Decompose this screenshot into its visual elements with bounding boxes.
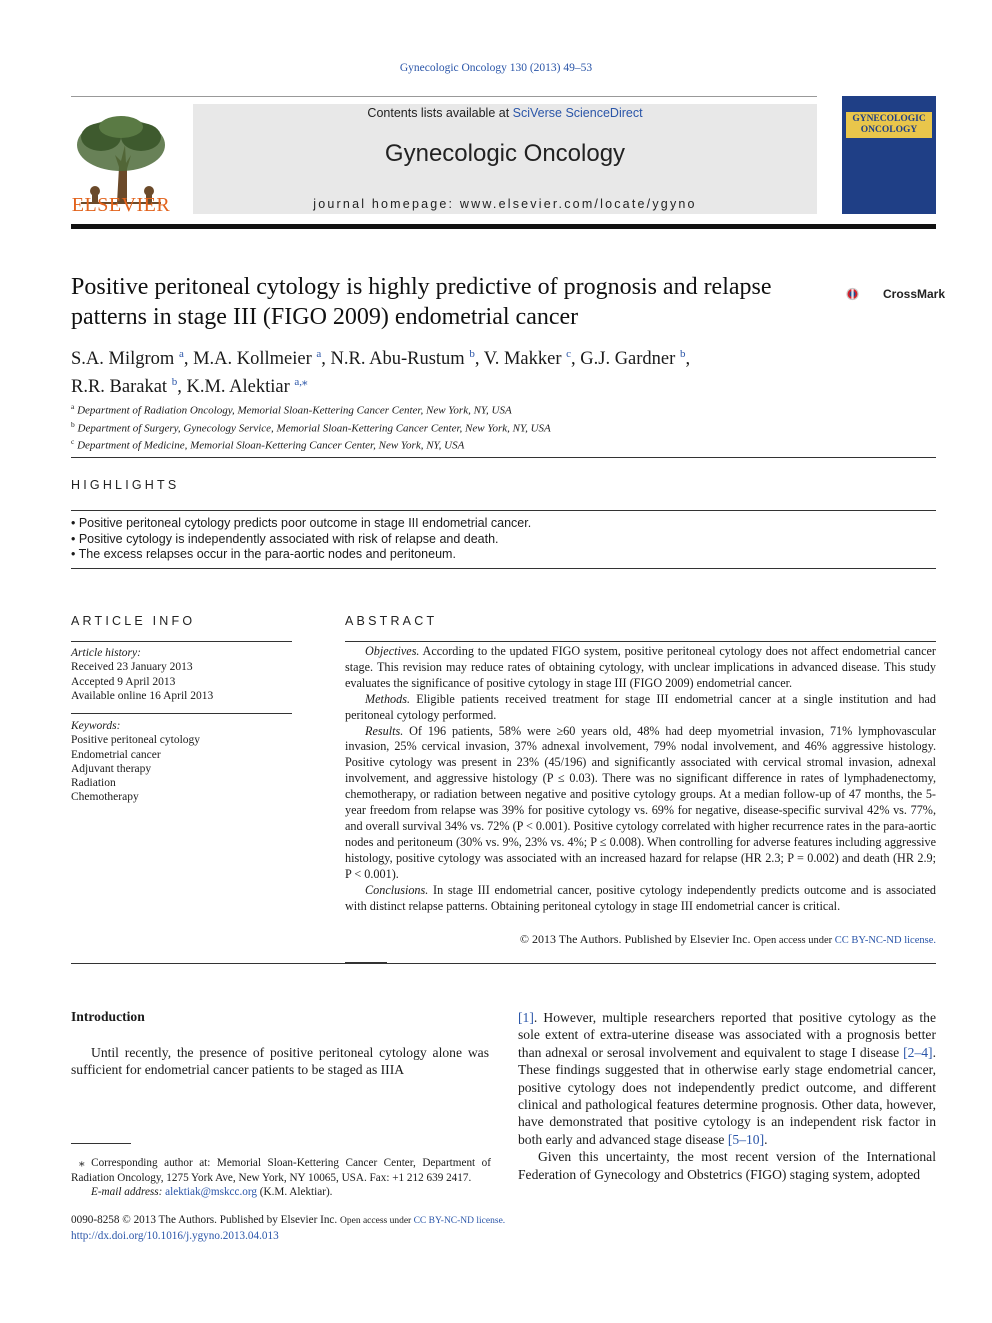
- abstract-conclusions: Conclusions. In stage III endometrial cancer, positive cytology independently predicts outcome and is associated with distinct relapse patterns. Obtaining peritoneal cytology in stage III endometrial cancer is critical.: [345, 882, 936, 913]
- abstract-body: [345, 644, 936, 914]
- history-label: Article history:: [71, 647, 141, 659]
- author-affiliation-link[interactable]: a,⁎: [294, 376, 308, 389]
- divider: [71, 641, 292, 642]
- contents-prefix: Contents lists available at: [367, 106, 513, 120]
- abstract-heading: ABSTRACT: [345, 614, 438, 628]
- author: R.R. Barakat: [71, 377, 168, 398]
- highlights-list: [71, 516, 931, 563]
- abstract-methods: Methods. Eligible patients received treatment for stage III endometrial cancer at a single institution and had peritoneal cytology performed.: [345, 691, 936, 722]
- abstract-copyright: © 2013 The Authors. Published by Elsevier Inc. Open access under CC BY-NC-ND license.: [519, 932, 936, 946]
- header-rule: [71, 96, 817, 97]
- author-affiliation-link[interactable]: a: [316, 348, 322, 360]
- license-link[interactable]: CC BY-NC-ND license.: [834, 935, 936, 946]
- journal-citation[interactable]: Gynecologic Oncology 130 (2013) 49–53: [399, 62, 593, 74]
- keyword: Positive peritoneal cytology: [71, 734, 201, 747]
- history-item: Available online 16 April 2013: [71, 689, 214, 702]
- article-history: [71, 646, 291, 703]
- author: G.J. Gardner: [580, 349, 676, 370]
- divider: [71, 963, 936, 964]
- reference-link[interactable]: [1]: [518, 1010, 534, 1025]
- affiliation: $^c$ Department of Medicine, Memorial Sloan-Kettering Cancer Center, New York, NY, USA: [71, 437, 465, 452]
- author-affiliation-link[interactable]: c: [566, 348, 572, 360]
- reference-link[interactable]: [2–4]: [903, 1044, 933, 1060]
- email-link[interactable]: alektiak@mskcc.org: [165, 1186, 257, 1198]
- article-title: Positive peritoneal cytology is highly predictive of prognosis and relapse patterns in stage III (FIGO 2009) endometrial cancer: [71, 274, 772, 330]
- license-link[interactable]: CC BY-NC-ND license.: [413, 1216, 506, 1226]
- author-affiliation-link[interactable]: b: [171, 376, 178, 389]
- keywords-label: Keywords:: [71, 720, 121, 732]
- page-footer: 0090-8258 © 2013 The Authors. Published by Elsevier Inc. Open access under CC BY-NC-ND license. http://dx.doi.org/10.1016/j.ygyno.2013.04.013: [71, 1213, 571, 1243]
- divider: [345, 641, 936, 642]
- affiliations: [71, 400, 931, 453]
- author-affiliation-link[interactable]: b: [679, 348, 686, 360]
- author: K.M. Alektiar: [186, 377, 290, 398]
- author: N.R. Abu-Rustum: [330, 349, 465, 370]
- elsevier-wordmark: ELSEVIER: [71, 194, 171, 216]
- keyword: Radiation: [71, 777, 116, 790]
- body-paragraph: Until recently, the presence of positive peritoneal cytology alone was sufficient for endometrial cancer patients to be staged as IIIA: [71, 1045, 489, 1078]
- author-affiliation-link[interactable]: b: [469, 348, 475, 360]
- abstract-results: Results. Of 196 patients, 58% were ≥60 years old, 48% had deep myometrial invasion, 71% lymphovascular invasion, 25% cervical invasion, 37% adnexal involvement, 79% nodal involvement, and 46% aggressive histology. Positive cytology was present in 23% (45/196) and significantly associated with cervical stromal invasion, adnexal involvement, and aggressive histology (P ≤ 0.03). There was no significant difference in rates of lymphadenectomy, chemotherapy, or radiation between negative and positive cytology groups. At a median follow-up of 47 months, the 5-year freedom from relapse was 39% for positive cytology vs. 69% for negative, disease-specific survival 42% vs. 77%, and overall survival 34% vs. 72% (P < 0.001). Positive cytology correlated with higher recurrence rates in the para-aortic nodes and peritoneum (30% vs. 9%, 23% vs. 4%; P ≤ 0.008). When controlling for adverse features including aggressive histology, positive cytology was associated with an increased hazard for relapse (HR 2.3; P = 0.002) and death (HR 2.9; P < 0.001).: [345, 723, 936, 881]
- highlight-item: • The excess relapses occur in the para-aortic nodes and peritoneum.: [71, 547, 456, 561]
- reference-link[interactable]: [5–10]: [727, 1131, 765, 1147]
- journal-name: Gynecologic Oncology: [384, 140, 626, 167]
- keyword: Adjuvant therapy: [71, 762, 152, 775]
- divider: [71, 457, 936, 458]
- contents-line: [193, 106, 817, 120]
- history-item: Received 23 January 2013: [71, 661, 193, 674]
- header-thick-rule: [71, 224, 936, 229]
- divider-accent: [345, 962, 387, 964]
- author: S.A. Milgrom: [71, 349, 175, 370]
- body-column-left: [71, 1044, 489, 1079]
- author-affiliation-link[interactable]: a: [178, 348, 184, 360]
- footnote-rule: [71, 1143, 131, 1144]
- journal-homepage[interactable]: journal homepage: www.elsevier.com/locate/ygyno: [313, 197, 697, 211]
- corresponding-author-footnote: ⁎ Corresponding author at: Memorial Sloan-Kettering Cancer Center, Department of Radiation Oncology, 1275 York Ave, New York, NY 10065, USA. Fax: +1 212 639 2417. E-mail address: alektiak@mskcc.org (K.M. Alektiar).: [71, 1157, 491, 1198]
- keyword: Endometrial cancer: [71, 748, 161, 761]
- crossmark-label[interactable]: CrossMark: [883, 287, 946, 301]
- affiliation: $^a$ Department of Radiation Oncology, Memorial Sloan-Kettering Cancer Center, New York, NY, USA: [71, 402, 512, 417]
- keywords: [71, 719, 291, 805]
- highlight-item: • Positive cytology is independently associated with risk of relapse and death.: [71, 531, 499, 546]
- history-item: Accepted 9 April 2013: [71, 675, 176, 688]
- divider: [71, 568, 936, 569]
- affiliation: $^b$ Department of Surgery, Gynecology Service, Memorial Sloan-Kettering Cancer Center, New York, NY, USA: [71, 419, 551, 435]
- body-column-right: [518, 1009, 936, 1183]
- keyword: Chemotherapy: [71, 791, 139, 804]
- introduction-heading: Introduction: [71, 1009, 145, 1024]
- sciencedirect-link[interactable]: SciVerse ScienceDirect: [512, 106, 643, 120]
- doi-link[interactable]: http://dx.doi.org/10.1016/j.ygyno.2013.04.013: [71, 1229, 279, 1242]
- crossmark-icon[interactable]: [846, 277, 882, 311]
- divider: [71, 510, 936, 511]
- author: V. Makker: [483, 349, 562, 370]
- body-paragraph: Given this uncertainty, the most recent version of the International Federation of Gynecology and Obstetrics (FIGO) staging system, adopted: [518, 1149, 936, 1182]
- journal-cover-thumbnail: [842, 96, 936, 214]
- cover-title: GYNECOLOGIC ONCOLOGY: [852, 114, 926, 135]
- highlight-item: • Positive peritoneal cytology predicts poor outcome in stage III endometrial cancer.: [71, 516, 532, 530]
- divider: [71, 713, 292, 714]
- abstract-objectives: Objectives. According to the updated FIGO system, positive peritoneal cytology does not affect endometrial cancer stage. This revision may reduce rates of obtaining cytology, with unclear implications in advanced disease. This study evaluates the significance of positive cytology in stage III (FIGO 2009) endometrial cancer.: [345, 644, 936, 690]
- article-info-heading: ARTICLE INFO: [71, 614, 196, 628]
- body-paragraph: [1]. However, multiple researchers reported that positive cytology as the sole extent of extra-uterine disease was associated with a prognosis better than adnexal or serosal involvement and equivalent to stage I disease [2–4]. These findings suggested that in otherwise early stage endometrial cancer, positive cytology does not independently predict outcome, and different clinical and pathological features determine prognosis. Other data, however, have demonstrated that positive cytology is an independent risk factor in both early and advanced stage disease [5–10].: [518, 1010, 936, 1147]
- author-list: S.A. Milgrom $^a$, M.A. Kollmeier $^a$, N.R. Abu-Rustum $^b$, V. Makker $^c$, G.J. Gardner $^b$, R.R. Barakat $^b$, K.M. Alektiar $^{a,⁎}$: [71, 348, 691, 398]
- highlights-heading: HIGHLIGHTS: [71, 478, 180, 492]
- author: M.A. Kollmeier: [193, 349, 312, 370]
